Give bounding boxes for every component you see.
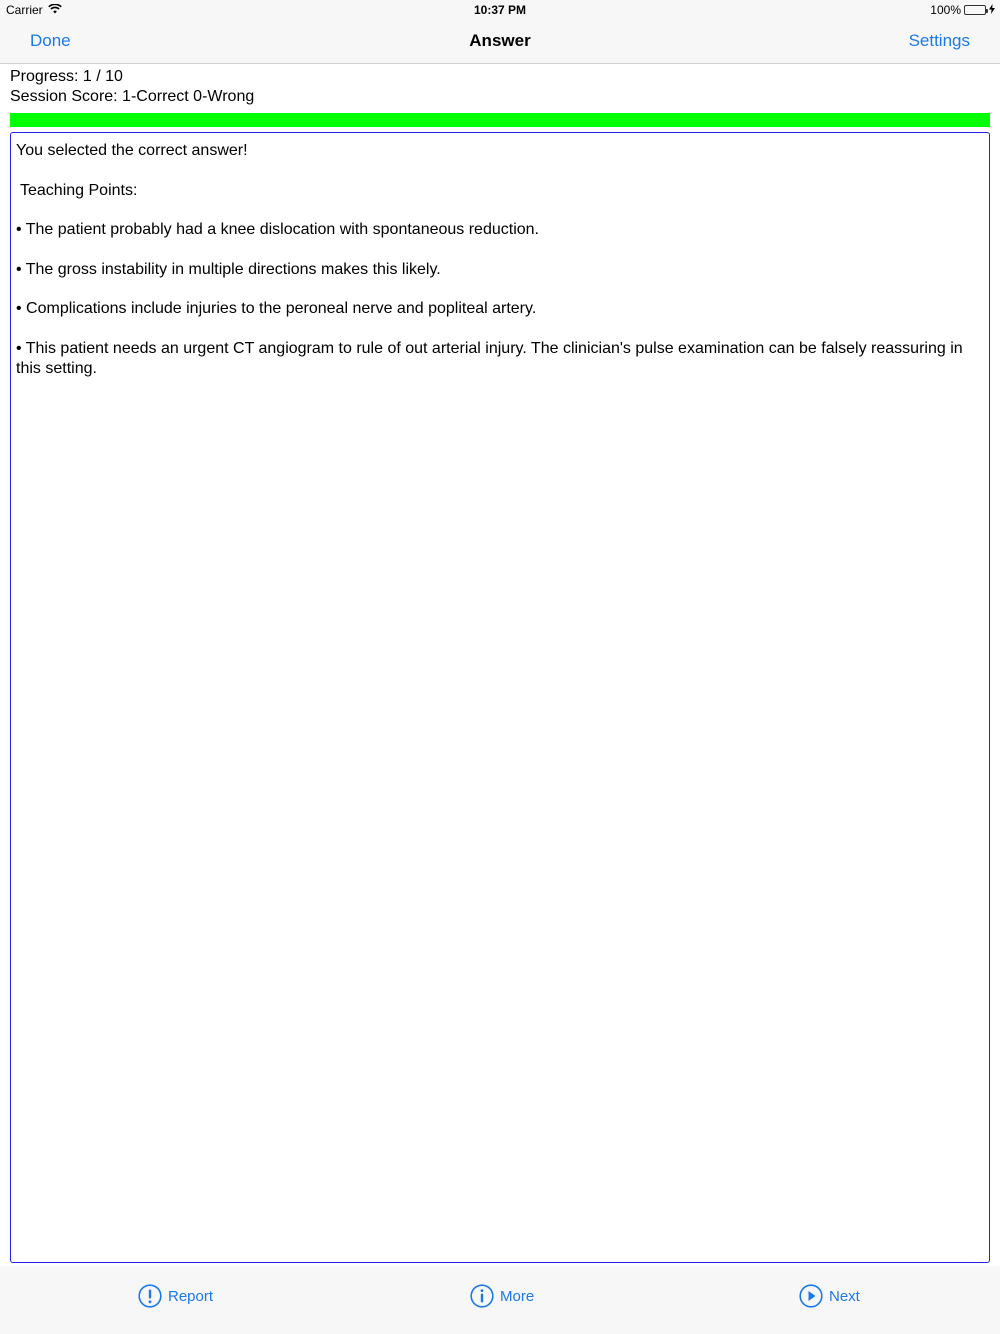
- charging-bolt-icon: [989, 3, 995, 17]
- bottom-toolbar: [0, 1266, 1000, 1334]
- session-info: [10, 67, 254, 107]
- progress-bar-fill: [10, 113, 990, 127]
- done-button[interactable]: Done: [30, 31, 71, 50]
- answer-result: You selected the correct answer!: [16, 142, 248, 159]
- answer-text-view[interactable]: [10, 132, 990, 1263]
- teaching-points-heading: Teaching Points:: [20, 181, 138, 199]
- page-title: Answer: [469, 31, 531, 50]
- more-label: More: [500, 1287, 535, 1305]
- progress-label: Progress: 1 / 10: [10, 68, 123, 85]
- teaching-point: • This patient needs an urgent CT angiogram to rule of out arterial injury. The clinician's pulse examination can be falsely reassuring in this setting.: [16, 339, 963, 377]
- settings-button[interactable]: Settings: [908, 31, 970, 50]
- exclamation-circle-icon: [138, 1284, 162, 1308]
- status-bar: [0, 0, 1000, 20]
- teaching-point: • The gross instability in multiple directions makes this likely.: [16, 260, 441, 278]
- battery-icon: [964, 5, 986, 15]
- session-score-label: Session Score: 1-Correct 0-Wrong: [10, 88, 255, 105]
- navigation-bar: [0, 20, 1000, 64]
- next-label: Next: [829, 1287, 860, 1305]
- teaching-point: • The patient probably had a knee dislocation with spontaneous reduction.: [16, 221, 539, 238]
- carrier-label: Carrier: [6, 3, 43, 17]
- play-circle-icon: [799, 1284, 823, 1308]
- progress-bar: [10, 113, 990, 127]
- more-button[interactable]: [470, 1284, 534, 1308]
- teaching-point: • Complications include injuries to the peroneal nerve and popliteal artery.: [16, 300, 537, 317]
- report-label: Report: [168, 1287, 214, 1305]
- next-button[interactable]: [799, 1284, 860, 1308]
- status-time: 10:37 PM: [473, 3, 527, 17]
- battery-percent: 100%: [930, 3, 961, 17]
- report-button[interactable]: [138, 1284, 213, 1308]
- info-circle-icon: [470, 1284, 494, 1308]
- battery-group: [930, 3, 995, 17]
